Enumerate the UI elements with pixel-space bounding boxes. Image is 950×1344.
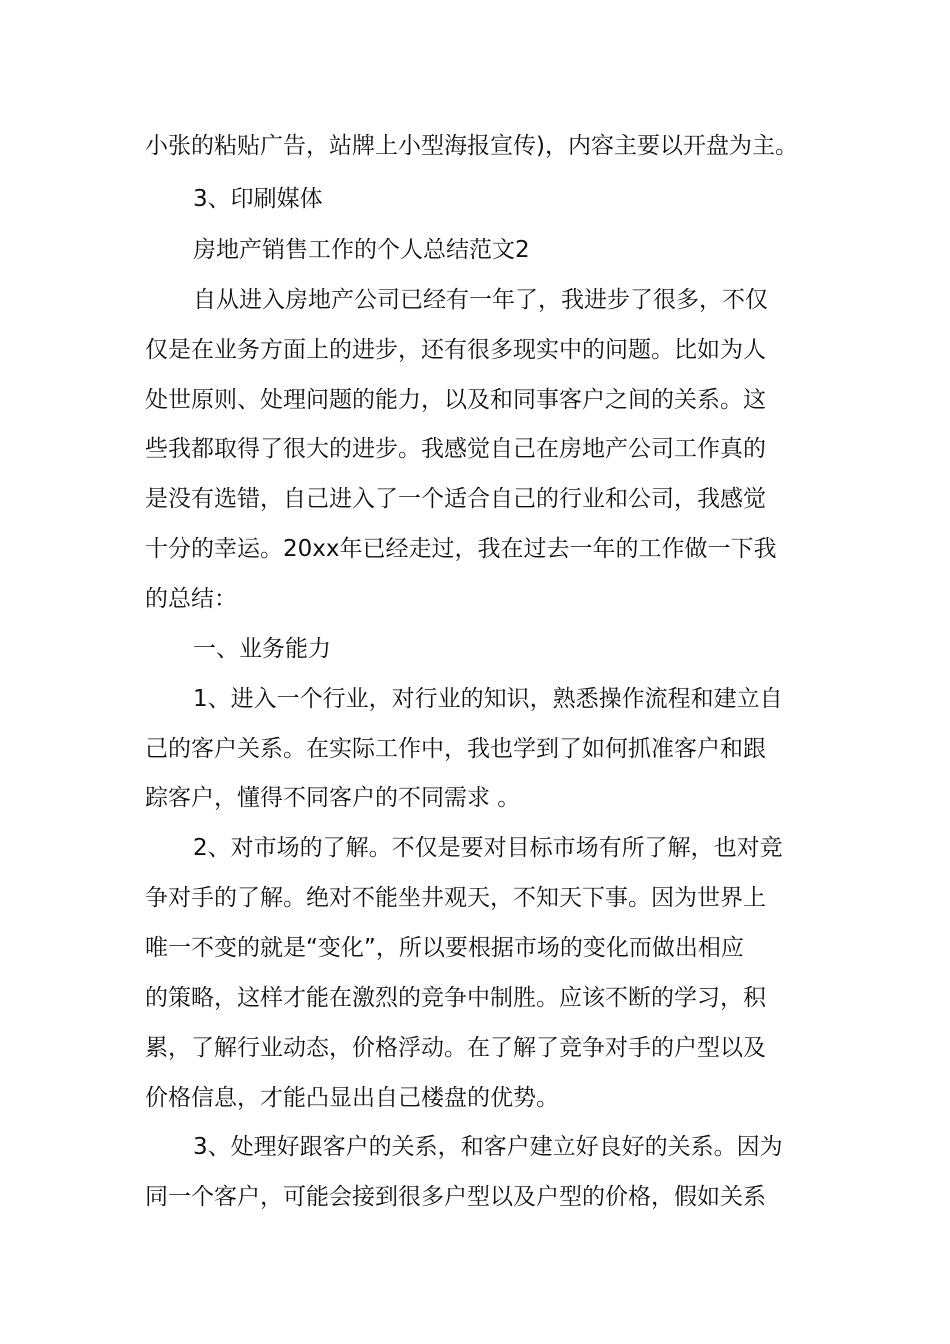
text-line: 唯一不变的就是“变化”，所以要根据市场的变化而做出相应: [145, 935, 744, 961]
text-line: 1、进入一个行业，对行业的知识，熟悉操作流程和建立自: [193, 686, 783, 712]
text-line: 些我都取得了很大的进步。我感觉自己在房地产公司工作真的: [145, 436, 766, 462]
text-line: 是没有选错，自己进入了一个适合自己的行业和公司，我感觉: [145, 486, 766, 512]
text-line: 的总结：: [145, 586, 237, 612]
text-line: 累，了解行业动态，价格浮动。在了解了竞争对手的户型以及: [145, 1035, 766, 1061]
text-line: 2、对市场的了解。不仅是要对目标市场有所了解，也对竞: [193, 835, 783, 861]
text-line: 小张的粘贴广告，站牌上小型海报宣传)，内容主要以开盘为主。: [145, 133, 798, 159]
text-line: 价格信息，才能凸显出自己楼盘的优势。: [145, 1085, 559, 1111]
list-heading: 3、印刷媒体: [193, 186, 323, 212]
text-line: 踪客户，懂得不同客户的不同需求 。: [145, 785, 521, 811]
text-line: 争对手的了解。绝对不能坐井观天，不知天下事。因为世界上: [145, 885, 766, 911]
text-line: 仅是在业务方面上的进步，还有很多现实中的问题。比如为人: [145, 337, 766, 363]
text-line: 十分的幸运。20xx年已经走过，我在过去一年的工作做一下我: [145, 536, 777, 562]
text-line: 的策略，这样才能在激烈的竞争中制胜。应该不断的学习，积: [145, 985, 766, 1011]
text-line: 己的客户关系。在实际工作中，我也学到了如何抓准客户和跟: [145, 736, 766, 762]
text-line: 3、处理好跟客户的关系，和客户建立好良好的关系。因为: [193, 1134, 783, 1160]
subsection-heading: 一、业务能力: [193, 636, 331, 662]
text-line: 同一个客户，可能会接到很多户型以及户型的价格，假如关系: [145, 1184, 766, 1210]
text-line: 自从进入房地产公司已经有一年了，我进步了很多，不仅: [193, 287, 768, 313]
section-title: 房地产销售工作的个人总结范文2: [193, 237, 530, 263]
text-line: 处世原则、处理问题的能力，以及和同事客户之间的关系。这: [145, 387, 766, 413]
